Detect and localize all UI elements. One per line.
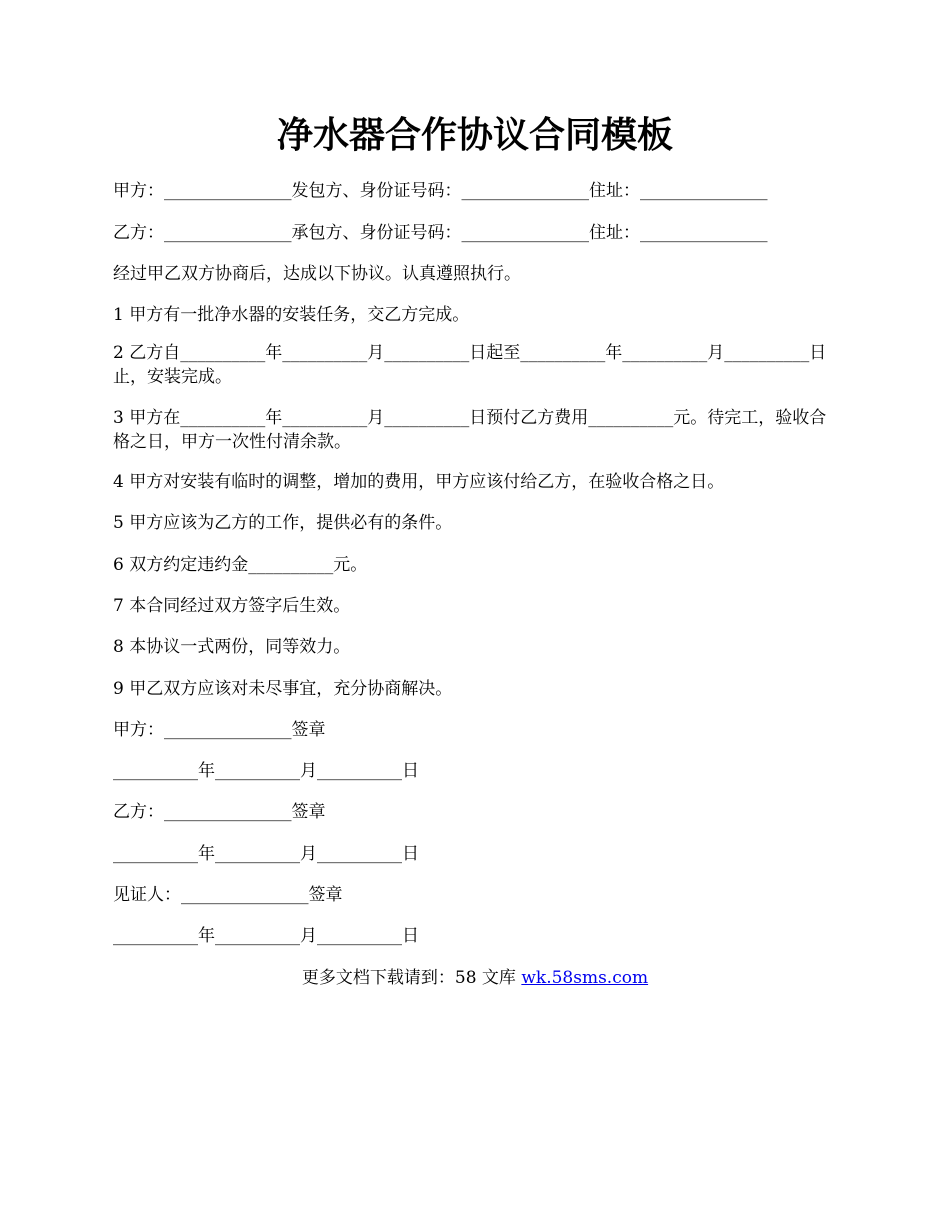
- clause-6: 6 双方约定违约金__________元。: [113, 555, 368, 575]
- party-a-info: 甲方：_______________发包方、身份证号码：_______________住址：_______________: [113, 181, 768, 201]
- intro-text: 经过甲乙双方协商后，达成以下协议。认真遵照执行。: [113, 264, 521, 284]
- clause-8: 8 本协议一式两份，同等效力。: [113, 637, 351, 657]
- witness-signature: 见证人：_______________签章: [113, 885, 343, 905]
- clause-4: 4 甲方对安装有临时的调整，增加的费用，甲方应该付给乙方，在验收合格之日。: [113, 472, 725, 492]
- party-a-date: __________年__________月__________日: [113, 761, 419, 781]
- clause-2: 2 乙方自__________年__________月__________日起至__________年__________月__________日止，安装完成。: [113, 343, 827, 387]
- clause-5: 5 甲方应该为乙方的工作，提供必有的条件。: [113, 513, 453, 533]
- party-b-signature: 乙方：_______________签章: [113, 802, 326, 822]
- party-a-signature: 甲方：_______________签章: [113, 720, 326, 740]
- document-title: 净水器合作协议合同模板: [276, 114, 673, 156]
- footer: [0, 963, 950, 993]
- footer-text: 更多文档下载请到：58 文库: [301, 968, 522, 988]
- party-b-date: __________年__________月__________日: [113, 844, 419, 864]
- witness-date: __________年__________月__________日: [113, 926, 419, 946]
- clause-7: 7 本合同经过双方签字后生效。: [113, 596, 351, 616]
- clause-3: 3 甲方在__________年__________月__________日预付乙方费用__________元。待完工，验收合格之日，甲方一次性付清余款。: [113, 408, 827, 452]
- clause-1: 1 甲方有一批净水器的安装任务，交乙方完成。: [113, 305, 470, 325]
- clause-9: 9 甲乙双方应该对未尽事宜，充分协商解决。: [113, 679, 453, 699]
- party-b-info: 乙方：_______________承包方、身份证号码：_______________住址：_______________: [113, 223, 768, 243]
- footer-link[interactable]: wk.58sms.com: [521, 968, 649, 988]
